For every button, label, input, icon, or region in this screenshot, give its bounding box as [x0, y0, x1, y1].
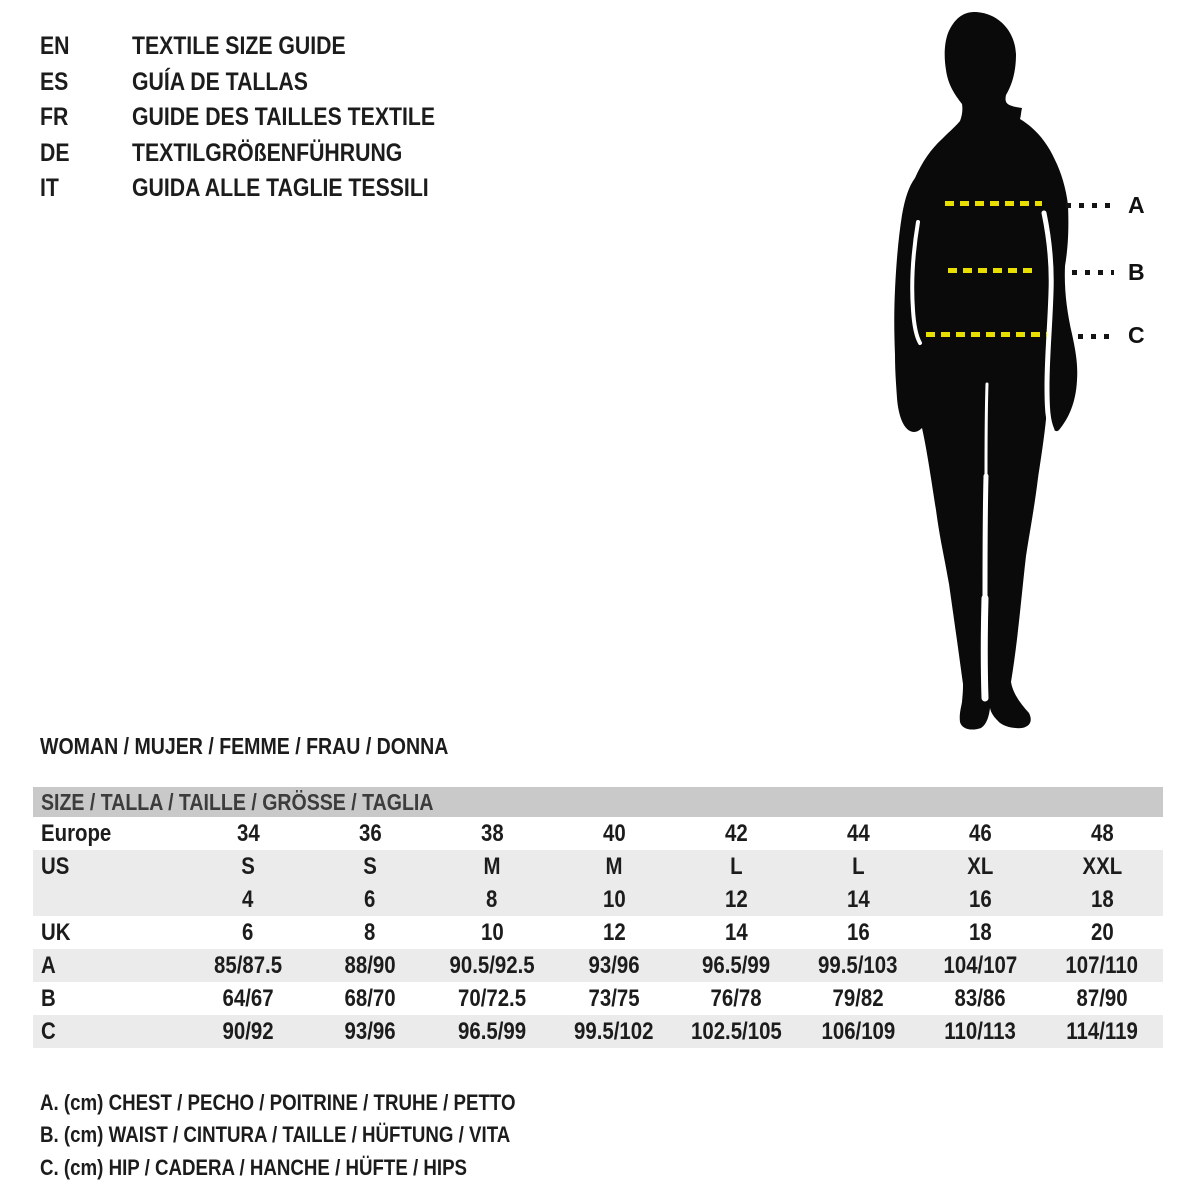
language-code: ES	[40, 67, 69, 96]
table-cell: 14	[724, 919, 748, 946]
table-row-waist-b	[33, 982, 1163, 1015]
table-cell: 38	[480, 820, 504, 847]
row-label-cell: B	[41, 985, 56, 1012]
table-cell: 114/119	[1066, 1018, 1138, 1045]
language-code: IT	[40, 174, 59, 203]
row-label-cell: C	[41, 1018, 56, 1045]
table-cell: 99.5/103	[818, 952, 898, 979]
table-cell: 12	[724, 886, 748, 913]
waist-measure-line	[948, 268, 1034, 273]
table-cell: 8	[364, 919, 376, 946]
table-cell: 88/90	[344, 952, 396, 979]
table-cell: 104/107	[943, 952, 1017, 979]
body-measurement-figure	[850, 0, 1200, 745]
woman-silhouette-icon	[850, 0, 1200, 745]
row-label-cell	[33, 883, 187, 916]
table-cell: 14	[846, 886, 870, 913]
table-cell: 87/90	[1076, 985, 1128, 1012]
language-code: DE	[40, 138, 70, 167]
language-code: FR	[40, 103, 69, 132]
table-cell: 76/78	[710, 985, 762, 1012]
table-cell: L	[851, 853, 865, 880]
guide-title-it: GUIDA ALLE TAGLIE TESSILI	[132, 174, 429, 203]
table-cell: 99.5/102	[574, 1018, 654, 1045]
table-row-chest-a	[33, 949, 1163, 982]
table-row-hip-c	[33, 1015, 1163, 1048]
size-table	[33, 787, 1163, 1048]
table-cell: 8	[486, 886, 498, 913]
legend-line-chest: A. (cm) CHEST / PECHO / POITRINE / TRUHE / PETTO	[40, 1090, 516, 1115]
hip-marker-label: C	[1128, 322, 1145, 348]
table-cell: 68/70	[344, 985, 396, 1012]
table-cell: 48	[1090, 820, 1114, 847]
table-cell: 20	[1090, 919, 1114, 946]
table-row-us-letters	[33, 850, 1163, 883]
waist-marker-label: B	[1128, 259, 1145, 285]
legend-line-hip: C. (cm) HIP / CADERA / HANCHE / HÜFTE / HIPS	[40, 1154, 468, 1180]
table-cell: 96.5/99	[457, 1018, 527, 1045]
table-cell: 64/67	[222, 985, 274, 1012]
table-cell: S	[363, 853, 377, 880]
language-row-fr	[40, 100, 489, 136]
table-cell: 85/87.5	[213, 952, 283, 979]
table-row-europe	[33, 817, 1163, 850]
table-cell: XXL	[1082, 853, 1122, 880]
table-cell: S	[241, 853, 255, 880]
guide-title-en: TEXTILE SIZE GUIDE	[132, 32, 346, 61]
row-label-cell: US	[41, 853, 70, 880]
legend-line-waist: B. (cm) WAIST / CINTURA / TAILLE / HÜFTUNG / VITA	[40, 1122, 511, 1148]
table-cell: 93/96	[344, 1018, 396, 1045]
table-cell: 40	[602, 820, 626, 847]
size-table-header: SIZE / TALLA / TAILLE / GRÖSSE / TAGLIA	[33, 787, 1163, 817]
hip-measure-line	[926, 332, 1047, 337]
guide-title-de: TEXTILGRÖßENFÜHRUNG	[132, 138, 403, 167]
section-title: WOMAN / MUJER / FEMME / FRAU / DONNA	[40, 733, 449, 759]
table-cell: M	[483, 853, 501, 880]
language-row-es	[40, 65, 489, 101]
table-cell: 16	[968, 886, 992, 913]
table-cell: 46	[968, 820, 992, 847]
table-cell: 70/72.5	[457, 985, 527, 1012]
table-cell: 90/92	[222, 1018, 274, 1045]
table-cell: 6	[242, 919, 254, 946]
table-cell: 4	[242, 886, 254, 913]
table-cell: 90.5/92.5	[449, 952, 535, 979]
table-cell: L	[729, 853, 743, 880]
table-row-us-numbers	[33, 883, 1163, 916]
table-cell: 18	[968, 919, 992, 946]
language-row-it	[40, 171, 489, 207]
table-cell: 79/82	[832, 985, 884, 1012]
table-cell: 16	[846, 919, 870, 946]
table-cell: 44	[846, 820, 870, 847]
table-cell: 110/113	[944, 1018, 1016, 1045]
row-label-cell: A	[41, 952, 56, 979]
table-cell: 106/109	[821, 1018, 895, 1045]
table-cell: 93/96	[588, 952, 640, 979]
language-row-de	[40, 136, 489, 172]
table-cell: 12	[602, 919, 626, 946]
chest-leader-line	[1066, 203, 1114, 208]
guide-title-es: GUÍA DE TALLAS	[132, 67, 308, 96]
chest-marker-label: A	[1128, 192, 1145, 218]
row-label-cell: UK	[41, 919, 71, 946]
table-cell: XL	[966, 853, 994, 880]
table-cell: 96.5/99	[701, 952, 771, 979]
waist-leader-line	[1072, 270, 1114, 275]
table-cell: 73/75	[588, 985, 640, 1012]
guide-title-fr: GUIDE DES TAILLES TEXTILE	[132, 103, 436, 132]
language-code: EN	[40, 32, 70, 61]
hip-leader-line	[1078, 334, 1114, 339]
table-cell: 107/110	[1065, 952, 1139, 979]
table-cell: 34	[236, 820, 260, 847]
chest-measure-line	[945, 201, 1042, 206]
table-cell: 42	[724, 820, 748, 847]
table-cell: 10	[602, 886, 626, 913]
table-cell: 83/86	[954, 985, 1006, 1012]
table-row-uk	[33, 916, 1163, 949]
table-cell: 6	[364, 886, 376, 913]
language-guide-list	[40, 29, 489, 207]
table-cell: M	[605, 853, 623, 880]
measurement-legend	[40, 1087, 599, 1184]
table-cell: 102.5/105	[690, 1018, 782, 1045]
language-row-en	[40, 29, 489, 65]
table-cell: 18	[1090, 886, 1114, 913]
table-cell: 36	[358, 820, 382, 847]
row-label-cell: Europe	[41, 820, 112, 847]
table-cell: 10	[480, 919, 504, 946]
